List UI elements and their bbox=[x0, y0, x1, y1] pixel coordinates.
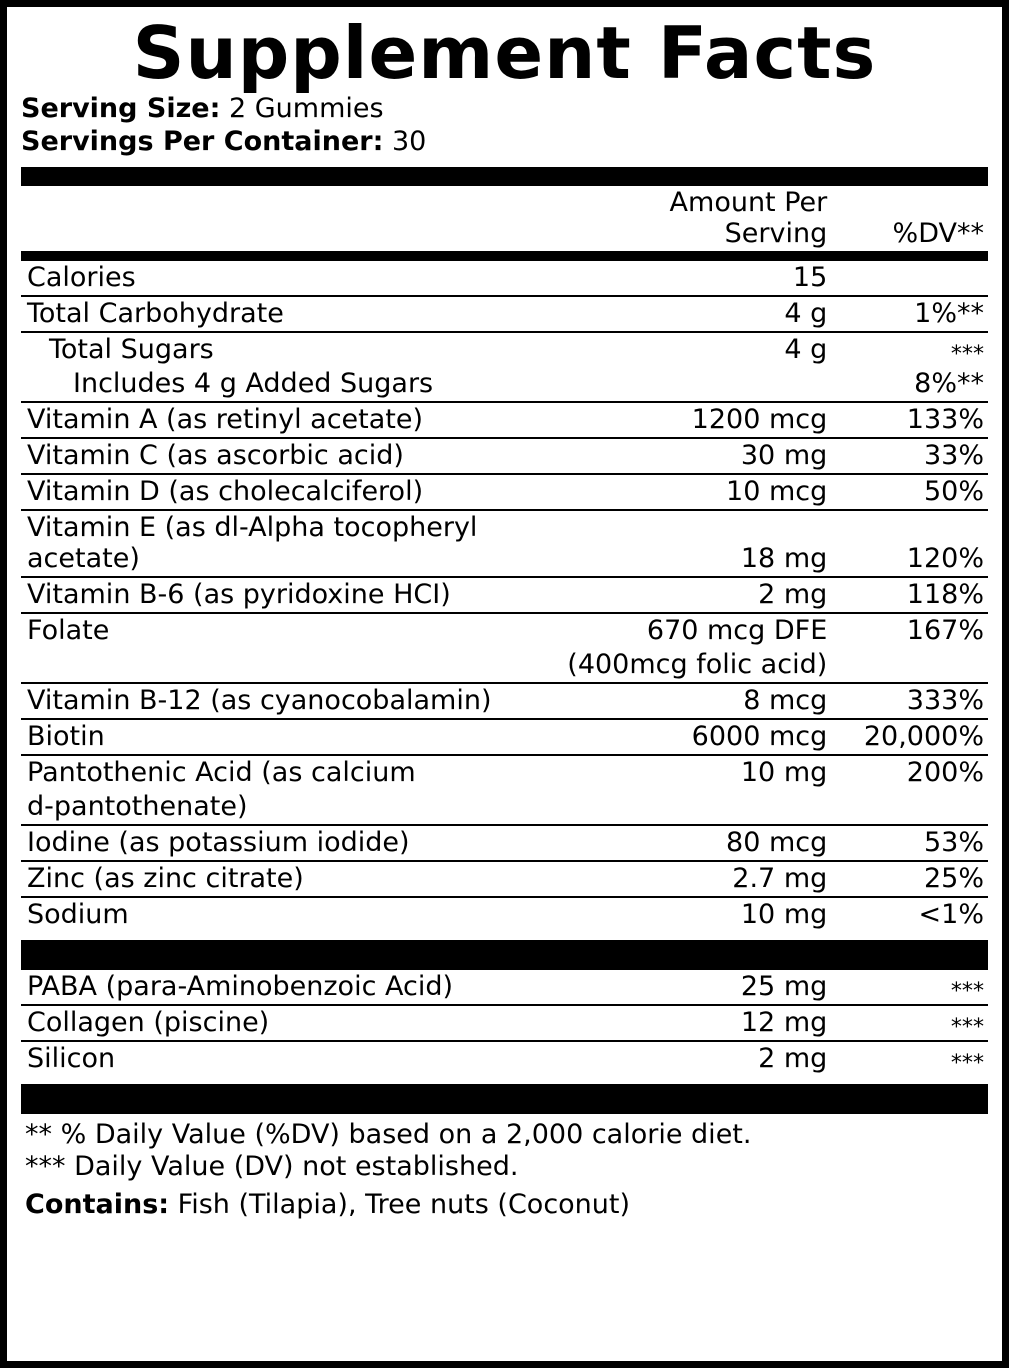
row-dv: 167% bbox=[833, 613, 988, 648]
row-name: Vitamin E (as dl-Alpha tocopheryl acetate) bbox=[21, 510, 563, 577]
row-name: PABA (para-Aminobenzoic Acid) bbox=[27, 971, 454, 1003]
table-row bbox=[21, 897, 988, 932]
contains-label: Contains: bbox=[25, 1188, 170, 1220]
serving-size-label: Serving Size: bbox=[21, 93, 221, 125]
row-amount: 10 mcg bbox=[563, 474, 834, 510]
table-row bbox=[21, 296, 988, 332]
row-name: Includes 4 g Added Sugars bbox=[73, 368, 434, 400]
table-row bbox=[21, 683, 988, 719]
table-row bbox=[21, 510, 988, 577]
row-amount: 2.7 mg bbox=[563, 861, 834, 897]
row-name: Total Sugars bbox=[21, 332, 563, 367]
table-row bbox=[21, 719, 988, 755]
row-amount: 2 mg bbox=[563, 577, 834, 613]
table-row-continuation bbox=[21, 790, 988, 825]
row-dv-blank bbox=[833, 648, 988, 683]
row-name: Vitamin C (as ascorbic acid) bbox=[21, 438, 563, 474]
row-name: Sodium bbox=[21, 897, 563, 932]
row-dv: *** bbox=[833, 332, 988, 367]
table-row bbox=[21, 861, 988, 897]
row-name: Folate bbox=[21, 613, 563, 648]
row-name: Collagen (piscine) bbox=[21, 1005, 563, 1041]
row-amount: 10 mg bbox=[563, 897, 834, 932]
row-amount-blank bbox=[563, 790, 834, 825]
nutrition-table bbox=[21, 186, 988, 251]
row-amount: 8 mcg bbox=[563, 683, 834, 719]
divider-bar-header bbox=[21, 251, 988, 261]
table-header-row bbox=[21, 186, 988, 251]
page-title: Supplement Facts bbox=[132, 11, 877, 95]
row-dv: 50% bbox=[833, 474, 988, 510]
serving-size-line bbox=[21, 93, 988, 126]
row-name: Vitamin D (as cholecalciferol) bbox=[21, 474, 563, 510]
row-amount: 10 mg bbox=[563, 755, 834, 790]
row-amount: 30 mg bbox=[563, 438, 834, 474]
row-amount: 25 mg bbox=[740, 971, 828, 1003]
row-dv: 120% bbox=[833, 510, 988, 577]
row-amount: 12 mg bbox=[563, 1005, 834, 1041]
row-amount: 670 mcg DFE bbox=[563, 613, 834, 648]
row-dv: *** bbox=[950, 978, 984, 1005]
row-name-line2: d-pantothenate) bbox=[27, 791, 248, 823]
header-amount-per-serving: Amount Per Serving bbox=[669, 187, 828, 250]
table-row-continuation bbox=[21, 648, 988, 683]
servings-per-container-label: Servings Per Container: bbox=[21, 126, 384, 158]
servings-per-container-line bbox=[21, 126, 988, 159]
secondary-ingredients-table bbox=[21, 970, 988, 1076]
header-blank bbox=[21, 186, 563, 251]
row-dv: 20,000% bbox=[833, 719, 988, 755]
serving-size-value: 2 Gummies bbox=[229, 93, 384, 125]
servings-per-container-value: 30 bbox=[391, 126, 427, 158]
row-dv: 118% bbox=[833, 577, 988, 613]
row-name: Calories bbox=[27, 262, 136, 294]
row-name: Iodine (as potassium iodide) bbox=[21, 825, 563, 861]
table-row bbox=[21, 332, 988, 367]
row-dv: 8%** bbox=[914, 368, 984, 400]
row-amount-line2: (400mcg folic acid) bbox=[567, 649, 828, 681]
row-name: Total Carbohydrate bbox=[21, 296, 563, 332]
row-dv: *** bbox=[833, 1041, 988, 1076]
header-daily-value: %DV** bbox=[892, 218, 984, 250]
row-dv: <1% bbox=[833, 897, 988, 932]
contains-value: Fish (Tilapia), Tree nuts (Coconut) bbox=[177, 1188, 631, 1220]
row-dv: 33% bbox=[833, 438, 988, 474]
table-row bbox=[21, 1041, 988, 1076]
row-name: Silicon bbox=[21, 1041, 563, 1076]
row-amount: 2 mg bbox=[563, 1041, 834, 1076]
divider-bar-middle bbox=[21, 940, 988, 970]
footnote-daily-value: ** % Daily Value (%DV) based on a 2,000 calorie diet. bbox=[25, 1119, 752, 1151]
row-amount: 4 g bbox=[563, 296, 834, 332]
row-name: Vitamin B-12 (as cyanocobalamin) bbox=[21, 683, 563, 719]
allergen-contains-line bbox=[21, 1183, 988, 1221]
table-row bbox=[21, 970, 988, 1005]
row-amount: 4 g bbox=[563, 332, 834, 367]
row-dv: 53% bbox=[833, 825, 988, 861]
row-dv: 133% bbox=[833, 402, 988, 438]
row-amount bbox=[563, 367, 834, 402]
row-amount: 6000 mcg bbox=[563, 719, 834, 755]
table-row bbox=[21, 1005, 988, 1041]
row-amount: 18 mg bbox=[563, 510, 834, 577]
table-row bbox=[21, 825, 988, 861]
row-name: Vitamin A (as retinyl acetate) bbox=[21, 402, 563, 438]
row-dv: 1%** bbox=[833, 296, 988, 332]
row-amount: 80 mcg bbox=[563, 825, 834, 861]
row-dv bbox=[833, 261, 988, 296]
row-name: Zinc (as zinc citrate) bbox=[21, 861, 563, 897]
row-name-blank bbox=[21, 648, 563, 683]
table-row bbox=[21, 367, 988, 402]
row-name: Vitamin B-6 (as pyridoxine HCI) bbox=[21, 577, 563, 613]
row-amount: 15 bbox=[792, 262, 828, 294]
row-name: Biotin bbox=[21, 719, 563, 755]
table-row bbox=[21, 474, 988, 510]
divider-bar-bottom bbox=[21, 1084, 988, 1114]
row-dv: 200% bbox=[833, 755, 988, 790]
table-row bbox=[21, 438, 988, 474]
footnote-dv-not-established: *** Daily Value (DV) not established. bbox=[25, 1151, 519, 1183]
nutrient-rows-table bbox=[21, 261, 988, 932]
table-row bbox=[21, 613, 988, 648]
row-amount: 1200 mcg bbox=[563, 402, 834, 438]
row-dv: 333% bbox=[833, 683, 988, 719]
row-name: Pantothenic Acid (as calcium bbox=[21, 755, 563, 790]
table-row bbox=[21, 755, 988, 790]
table-row bbox=[21, 402, 988, 438]
divider-bar-top bbox=[21, 167, 988, 186]
table-row bbox=[21, 261, 988, 296]
table-row bbox=[21, 577, 988, 613]
row-dv: *** bbox=[833, 1005, 988, 1041]
row-dv-blank bbox=[833, 790, 988, 825]
row-dv: 25% bbox=[833, 861, 988, 897]
